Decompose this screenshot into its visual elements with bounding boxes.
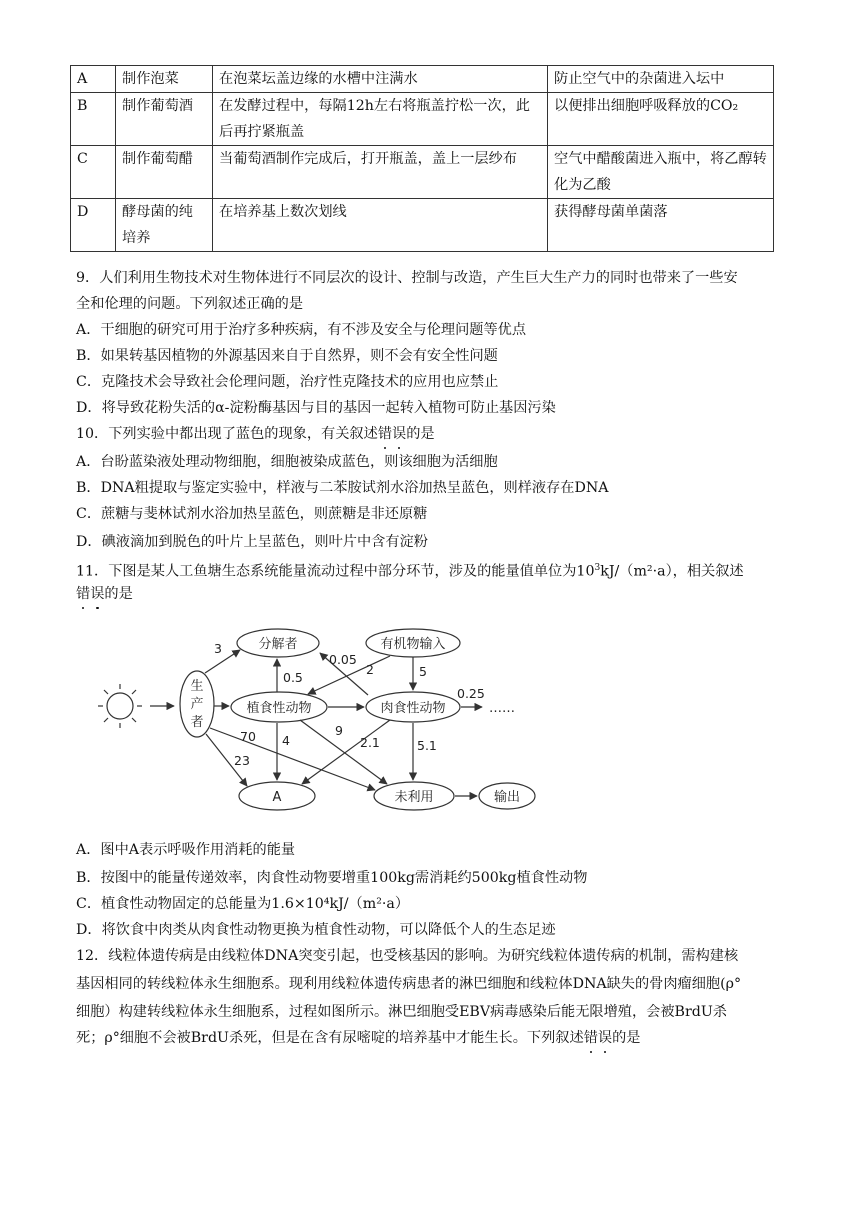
q10-option-b: B．DNA粗提取与鉴定实验中，样液与二苯胺试剂水浴加热呈蓝色，则样液存在DNA <box>76 480 609 496</box>
q12-stem-line1: 12．线粒体遗传病是由线粒体DNA突变引起，也受核基因的影响。为研究线粒体遗传病的机制，需构建核 <box>76 948 739 964</box>
q11-option-b: B．按图中的能量传递效率，肉食性动物要增重100kg需消耗约500kg植食性动物 <box>76 870 588 886</box>
table-cell-name: 制作泡菜 <box>116 66 213 93</box>
value-label: 0.05 <box>329 652 357 667</box>
value-label: 70 <box>240 729 256 744</box>
value-label: 4 <box>282 733 290 748</box>
q10-option-a: A．台盼蓝染液处理动物细胞，细胞被染成蓝色，则该细胞为活细胞 <box>76 454 498 470</box>
decomposer-label: 分解者 <box>258 637 298 652</box>
ellipsis-label: …… <box>489 701 515 716</box>
q12-stem-line4: 死；ρ°细胞不会被BrdU杀死，但是在含有尿嘧啶的培养基中才能生长。下列叙述错误的是 <box>76 1030 641 1046</box>
table-cell-purpose: 空气中醋酸菌进入瓶中，将乙醇转化为乙酸 <box>548 146 774 199</box>
q9-option-b: B．如果转基因植物的外源基因来自于自然界，则不会有安全性问题 <box>76 348 498 364</box>
emphasis-char: 误 <box>597 1030 613 1046</box>
output-label: 输出 <box>493 790 521 805</box>
value-label: 3 <box>214 641 222 656</box>
q9-stem-line2: 全和伦理的问题。下列叙述正确的是 <box>76 296 304 312</box>
herbivore-label: 植食性动物 <box>246 701 312 716</box>
emphasis-char: 误 <box>392 426 407 442</box>
q9-stem-line1: 9．人们利用生物技术对生物体进行不同层次的设计、控制与改造，产生巨大生产力的同时也带来了一些安 <box>76 270 738 286</box>
emphasis-char: 错 <box>76 586 91 602</box>
emphasis-char: 错 <box>377 426 393 442</box>
value-label: 5 <box>419 664 427 679</box>
table-row <box>71 199 774 252</box>
table-cell-operation: 在发酵过程中，每隔12h左右将瓶盖拧松一次，此后再拧紧瓶盖 <box>213 93 548 146</box>
table-cell-purpose: 以便排出细胞呼吸释放的CO₂ <box>548 93 774 146</box>
emphasis-char: 误 <box>90 586 105 602</box>
q10-stem: 10．下列实验中都出现了蓝色的现象，有关叙述错误的是 <box>76 426 435 442</box>
value-label: 23 <box>234 753 250 768</box>
q11-stem-line2: 错误的是 <box>76 586 133 602</box>
table-cell-name: 制作葡萄酒 <box>116 93 213 146</box>
table-row <box>71 93 774 146</box>
organic-input-label: 有机物输入 <box>380 637 446 652</box>
q11-stem-line1: 11．下图是某人工鱼塘生态系统能量流动过程中部分环节，涉及的能量值单位为$10^3kJ/(m^2\cdot a)$，相关叙述 <box>76 563 744 580</box>
value-label: 2 <box>366 662 374 677</box>
carnivore-label: 肉食性动物 <box>380 701 446 716</box>
q11-option-d: D．将饮食中肉类从肉食性动物更换为植食性动物，可以降低个人的生态足迹 <box>76 922 556 938</box>
q11-option-c: C．植食性动物固定的总能量为1.6×10⁴kJ/（m²·a） <box>76 896 410 912</box>
emphasis-char: 错 <box>583 1030 598 1046</box>
producer-char-1: 生 <box>190 679 204 694</box>
sun-icon <box>98 684 142 728</box>
q9-option-a: A．干细胞的研究可用于治疗多种疾病，有不涉及安全与伦理问题等优点 <box>76 322 527 338</box>
table-cell-name: 酵母菌的纯培养 <box>116 199 213 252</box>
table-row <box>71 146 774 199</box>
options-table <box>70 65 774 252</box>
q9-option-c: C．克隆技术会导致社会伦理问题，治疗性克隆技术的应用也应禁止 <box>76 374 499 390</box>
value-label: 0.25 <box>457 686 485 701</box>
unused-label: 未利用 <box>394 790 434 805</box>
value-label: 5.1 <box>417 738 437 753</box>
q12-stem-line3: 细胞）构建转线粒体永生细胞系，过程如图所示。淋巴细胞受EBV病毒感染后能无限增殖，会被BrdU杀 <box>76 1004 727 1020</box>
energy-flow-diagram <box>90 620 550 820</box>
q12-stem-line2: 基因相同的转线粒体永生细胞系。现利用线粒体遗传病患者的淋巴细胞和线粒体DNA缺失的骨肉瘤细胞(ρ° <box>76 976 742 992</box>
q10-option-c: C．蔗糖与斐林试剂水浴加热呈蓝色，则蔗糖是非还原糖 <box>76 506 428 522</box>
table-row <box>71 66 774 93</box>
respiration-label: A <box>272 790 282 805</box>
producer-char-2: 产 <box>190 697 204 712</box>
producer-char-3: 者 <box>190 715 204 730</box>
table-cell-opt: D <box>71 199 116 252</box>
value-label: 2.1 <box>360 735 380 750</box>
table-cell-operation: 当葡萄酒制作完成后，打开瓶盖，盖上一层纱布 <box>213 146 548 199</box>
table-cell-name: 制作葡萄醋 <box>116 146 213 199</box>
table-cell-operation: 在泡菜坛盖边缘的水槽中注满水 <box>213 66 548 93</box>
table-cell-operation: 在培养基上数次划线 <box>213 199 548 252</box>
value-label: 0.5 <box>283 670 303 685</box>
table-cell-opt: C <box>71 146 116 199</box>
q10-option-d: D．碘液滴加到脱色的叶片上呈蓝色，则叶片中含有淀粉 <box>76 534 428 550</box>
q11-option-a: A．图中A表示呼吸作用消耗的能量 <box>76 842 296 858</box>
table-cell-opt: B <box>71 93 116 146</box>
table-cell-purpose: 防止空气中的杂菌进入坛中 <box>548 66 774 93</box>
table-cell-purpose: 获得酵母菌单菌落 <box>548 199 774 252</box>
table-cell-opt: A <box>71 66 116 93</box>
value-label: 9 <box>335 723 343 738</box>
q9-option-d: D．将导致花粉失活的α-淀粉酶基因与目的基因一起转入植物可防止基因污染 <box>76 400 556 416</box>
